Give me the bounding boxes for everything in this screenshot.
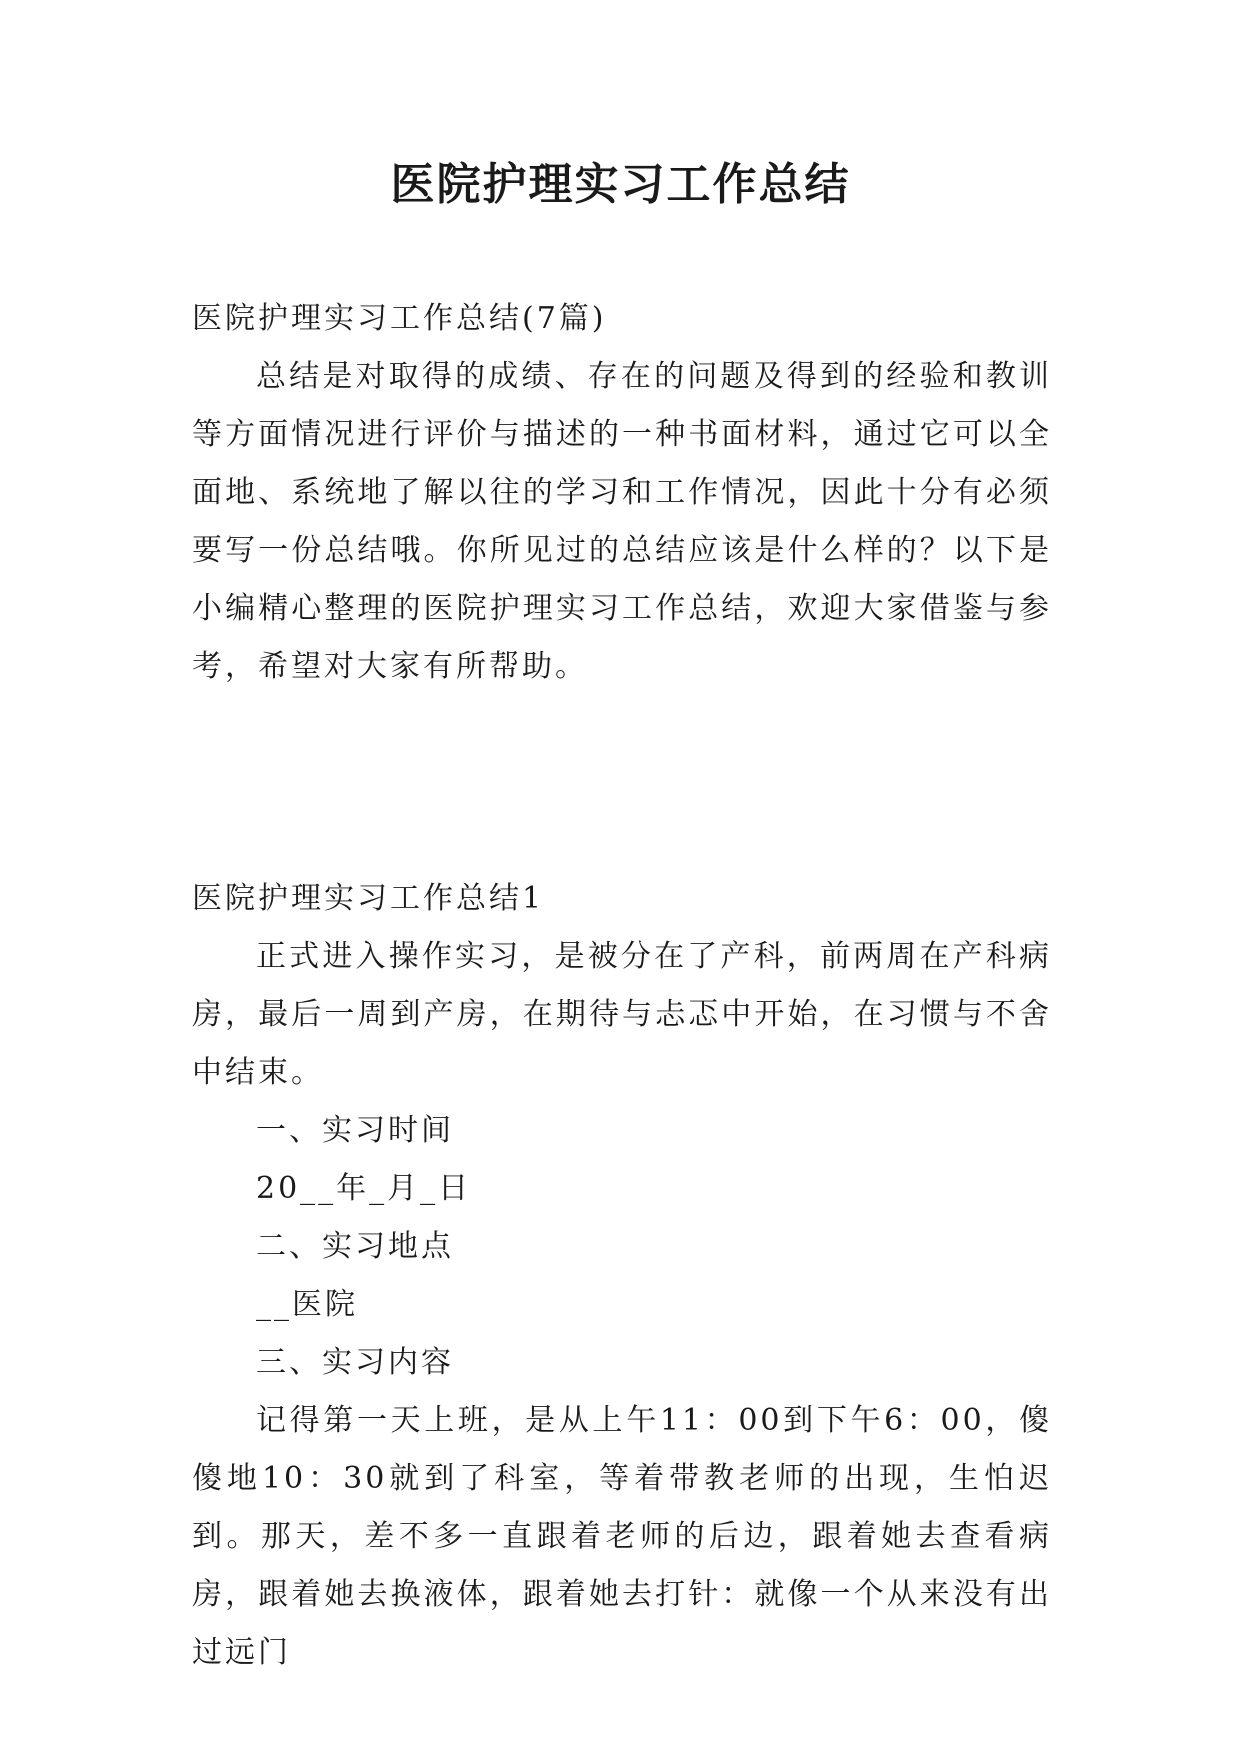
item-heading-content: 三、实习内容 [256, 1345, 454, 1380]
intro-paragraph: 总结是对取得的成绩、存在的问题及得到的经验和教训等方面情况进行评价与描述的一种书面材料，通过它可以全面地、系统地了解以往的学习和工作情况，因此十分有必须要写一份总结哦。你所见过的总结应该是什么样的？以下是小编精心整理的医院护理实习工作总结，欢迎大家借鉴与参考，希望对大家有所帮助。 [192, 359, 1052, 684]
document-title: 医院护理实习工作总结 [390, 159, 851, 210]
section-heading: 医院护理实习工作总结1 [192, 881, 545, 916]
item-heading-time: 一、实习时间 [256, 1113, 454, 1148]
item-value-location: __医院 [256, 1287, 358, 1322]
section-paragraph: 正式进入操作实习，是被分在了产科，前两周在产科病房，最后一周到产房，在期待与忐忑中开始，在习惯与不舍中结束。 [192, 939, 1052, 1090]
document-subtitle: 医院护理实习工作总结(7篇) [192, 301, 607, 336]
item-heading-location: 二、实习地点 [256, 1229, 454, 1264]
section-paragraph-content: 记得第一天上班，是从上午11：00到下午6：00，傻傻地10：30就到了科室，等着带教老师的出现，生怕迟到。那天，差不多一直跟着老师的后边，跟着她去查看病房，跟着她去换液体，跟着她去打针：就像一个从来没有出过远门 [192, 1403, 1052, 1670]
item-value-time: 20__年_月_日 [256, 1171, 472, 1206]
section-gap [192, 696, 1052, 870]
document-body [192, 290, 1052, 1682]
